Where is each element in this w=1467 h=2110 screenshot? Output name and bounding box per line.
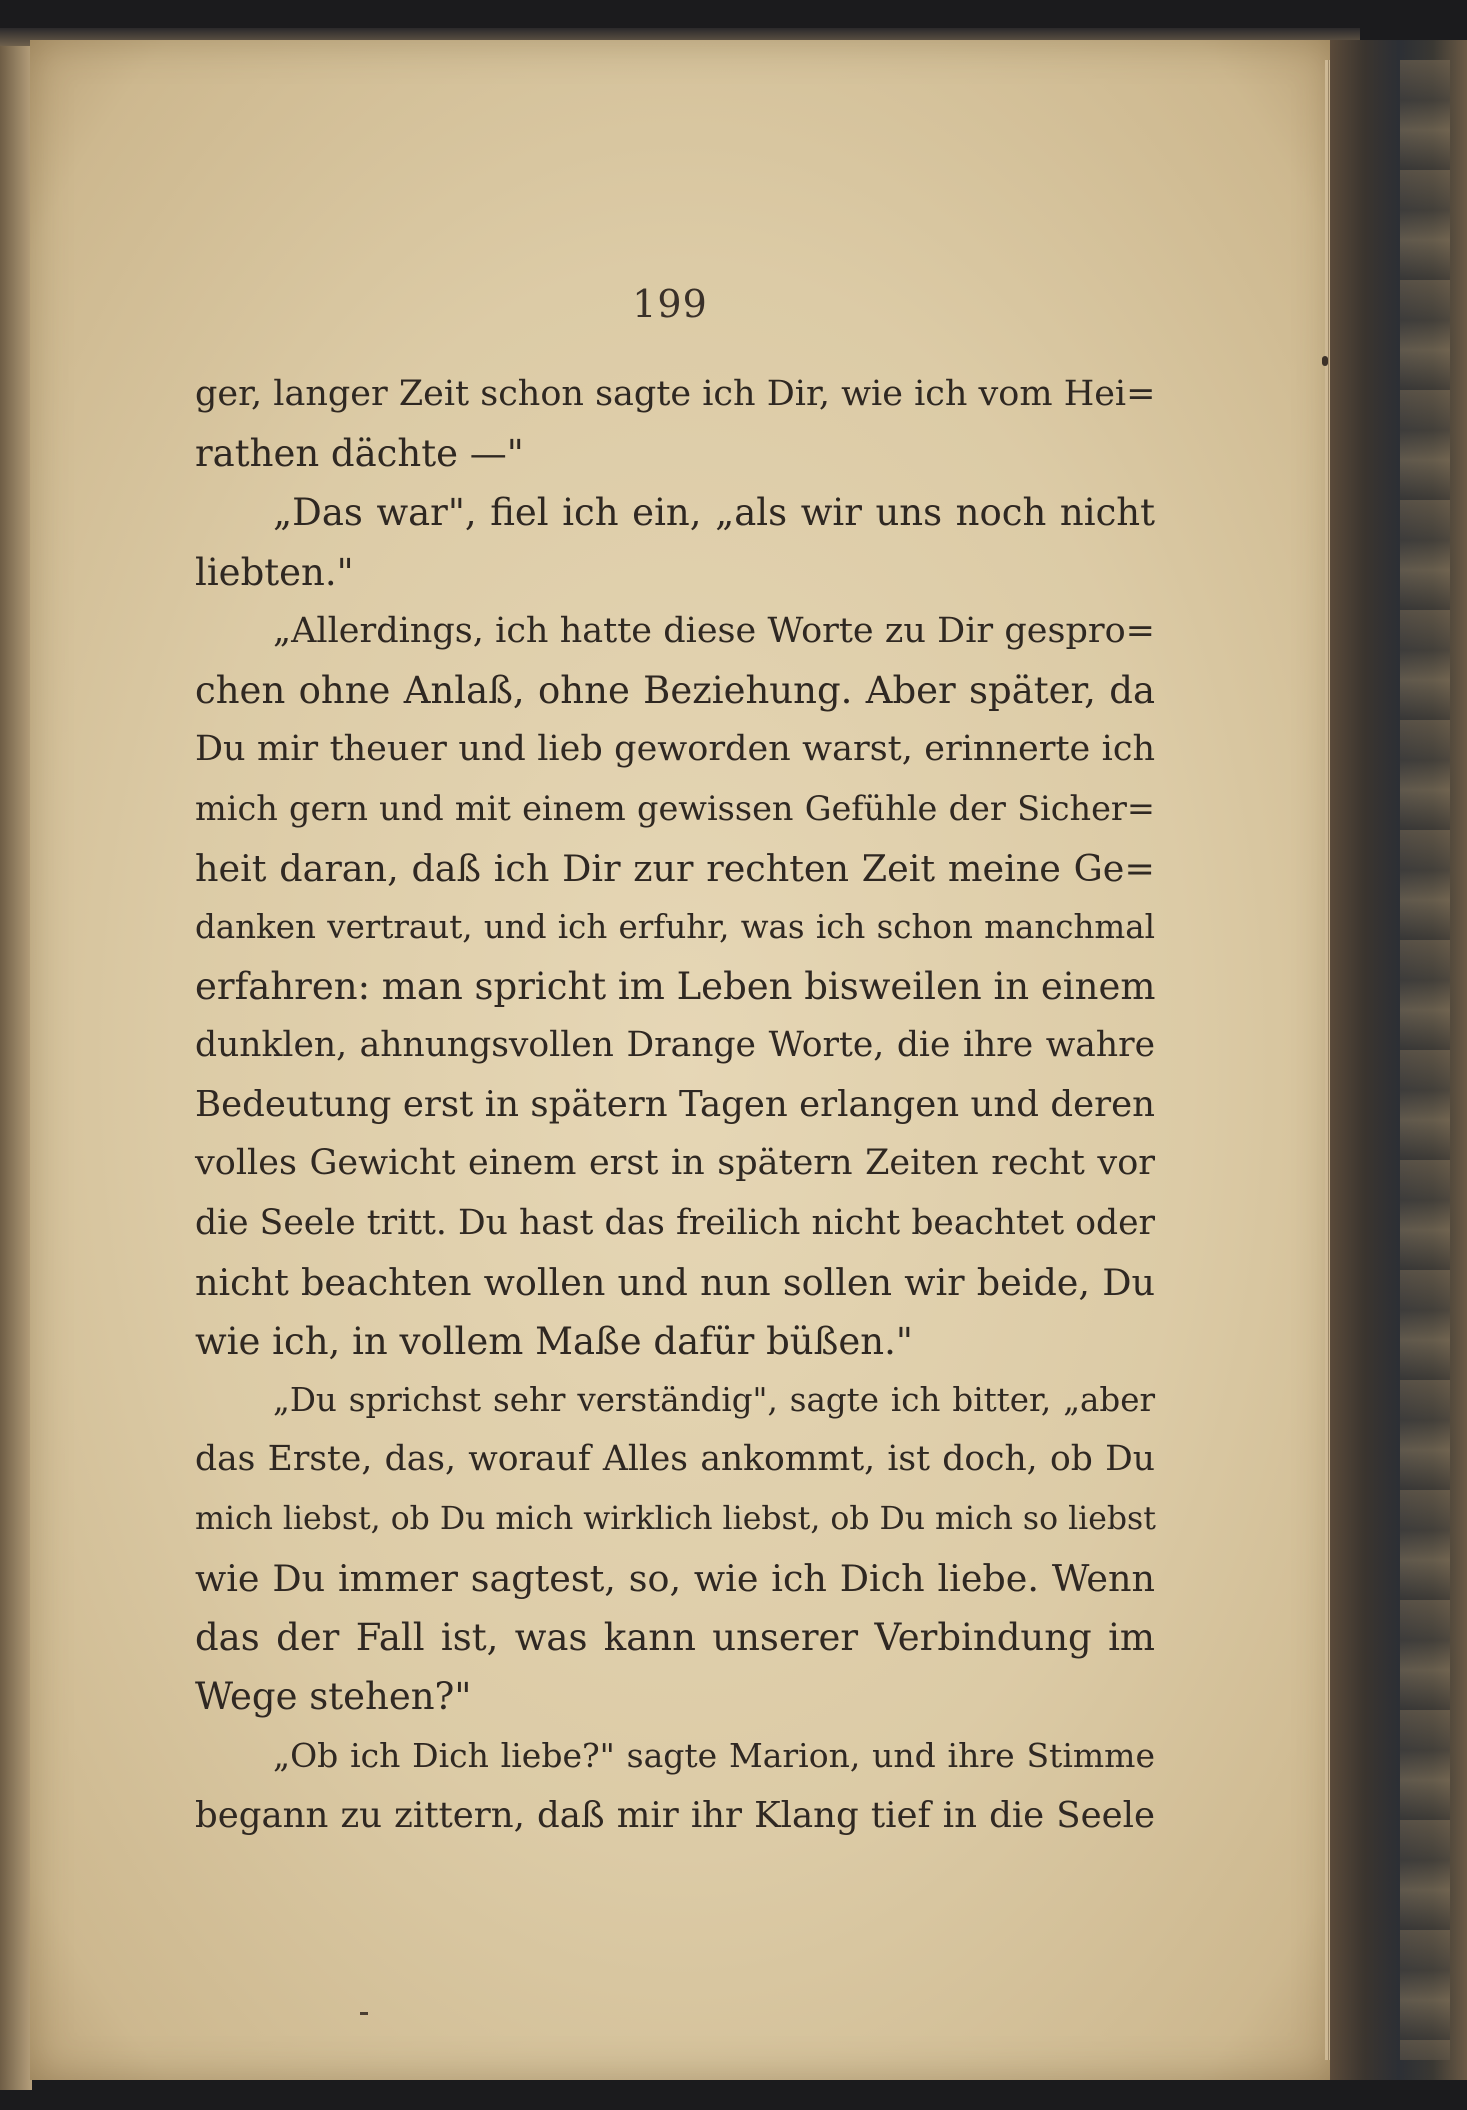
- text-line: rathen dächte —": [195, 432, 524, 476]
- text-line: „Allerdings, ich hatte diese Worte zu Dir gespro=: [273, 610, 1155, 651]
- paper-mark: [360, 2012, 368, 2015]
- text-line: heit daran, daß ich Dir zur rechten Zeit meine Ge=: [195, 846, 1155, 890]
- worn-cover-edge: [1400, 60, 1450, 2060]
- text-line: dunklen, ahnungsvollen Drange Worte, die ihre wahre: [195, 1025, 1155, 1066]
- text-line: Wege stehen?": [195, 1675, 472, 1719]
- text-line: wie Du immer sagtest, so, wie ich Dich liebe. Wenn: [195, 1556, 1155, 1600]
- text-line: begann zu zittern, daß mir ihr Klang tief in die Seele: [195, 1794, 1155, 1836]
- text-line: die Seele tritt. Du hast das freilich nicht beachtet oder: [195, 1202, 1155, 1243]
- text-line: das der Fall ist, was kann unserer Verbindung im: [195, 1615, 1155, 1659]
- text-line: chen ohne Anlaß, ohne Beziehung. Aber später, da: [195, 668, 1155, 712]
- text-line: Bedeutung erst in spätern Tagen erlangen und deren: [195, 1084, 1155, 1126]
- text-line: ger, langer Zeit schon sagte ich Dir, wie ich vom Hei=: [195, 374, 1156, 414]
- ink-speck: [1322, 356, 1328, 366]
- text-line: mich liebst, ob Du mich wirklich liebst, ob Du mich so liebst: [195, 1500, 1156, 1537]
- text-line: liebten.": [195, 550, 354, 594]
- text-line: „Ob ich Dich liebe?" sagte Marion, und ihre Stimme: [273, 1736, 1155, 1776]
- text-line: „Du sprichst sehr verständig", sagte ich bitter, „aber: [273, 1381, 1155, 1420]
- text-line: nicht beachten wollen und nun sollen wir beide, Du: [195, 1260, 1155, 1304]
- left-page-edge: [0, 40, 32, 2090]
- body-text: [195, 365, 1155, 1845]
- text-line: volles Gewicht einem erst in spätern Zeiten recht vor: [195, 1143, 1155, 1184]
- text-line: „Das war", fiel ich ein, „als wir uns noch nicht: [273, 491, 1155, 535]
- text-line: das Erste, das, worauf Alles ankommt, ist doch, ob Du: [195, 1439, 1155, 1480]
- text-line: mich gern und mit einem gewissen Gefühle der Sicher=: [195, 789, 1155, 829]
- text-line: Du mir theuer und lieb geworden warst, erinnerte ich: [195, 729, 1155, 770]
- text-line: danken vertraut, und ich erfuhr, was ich schon manchmal: [195, 907, 1155, 946]
- text-line: wie ich, in vollem Maße dafür büßen.": [195, 1320, 913, 1363]
- page-number: 199: [632, 282, 708, 326]
- text-line: erfahren: man spricht im Leben bisweilen in einem: [195, 964, 1156, 1008]
